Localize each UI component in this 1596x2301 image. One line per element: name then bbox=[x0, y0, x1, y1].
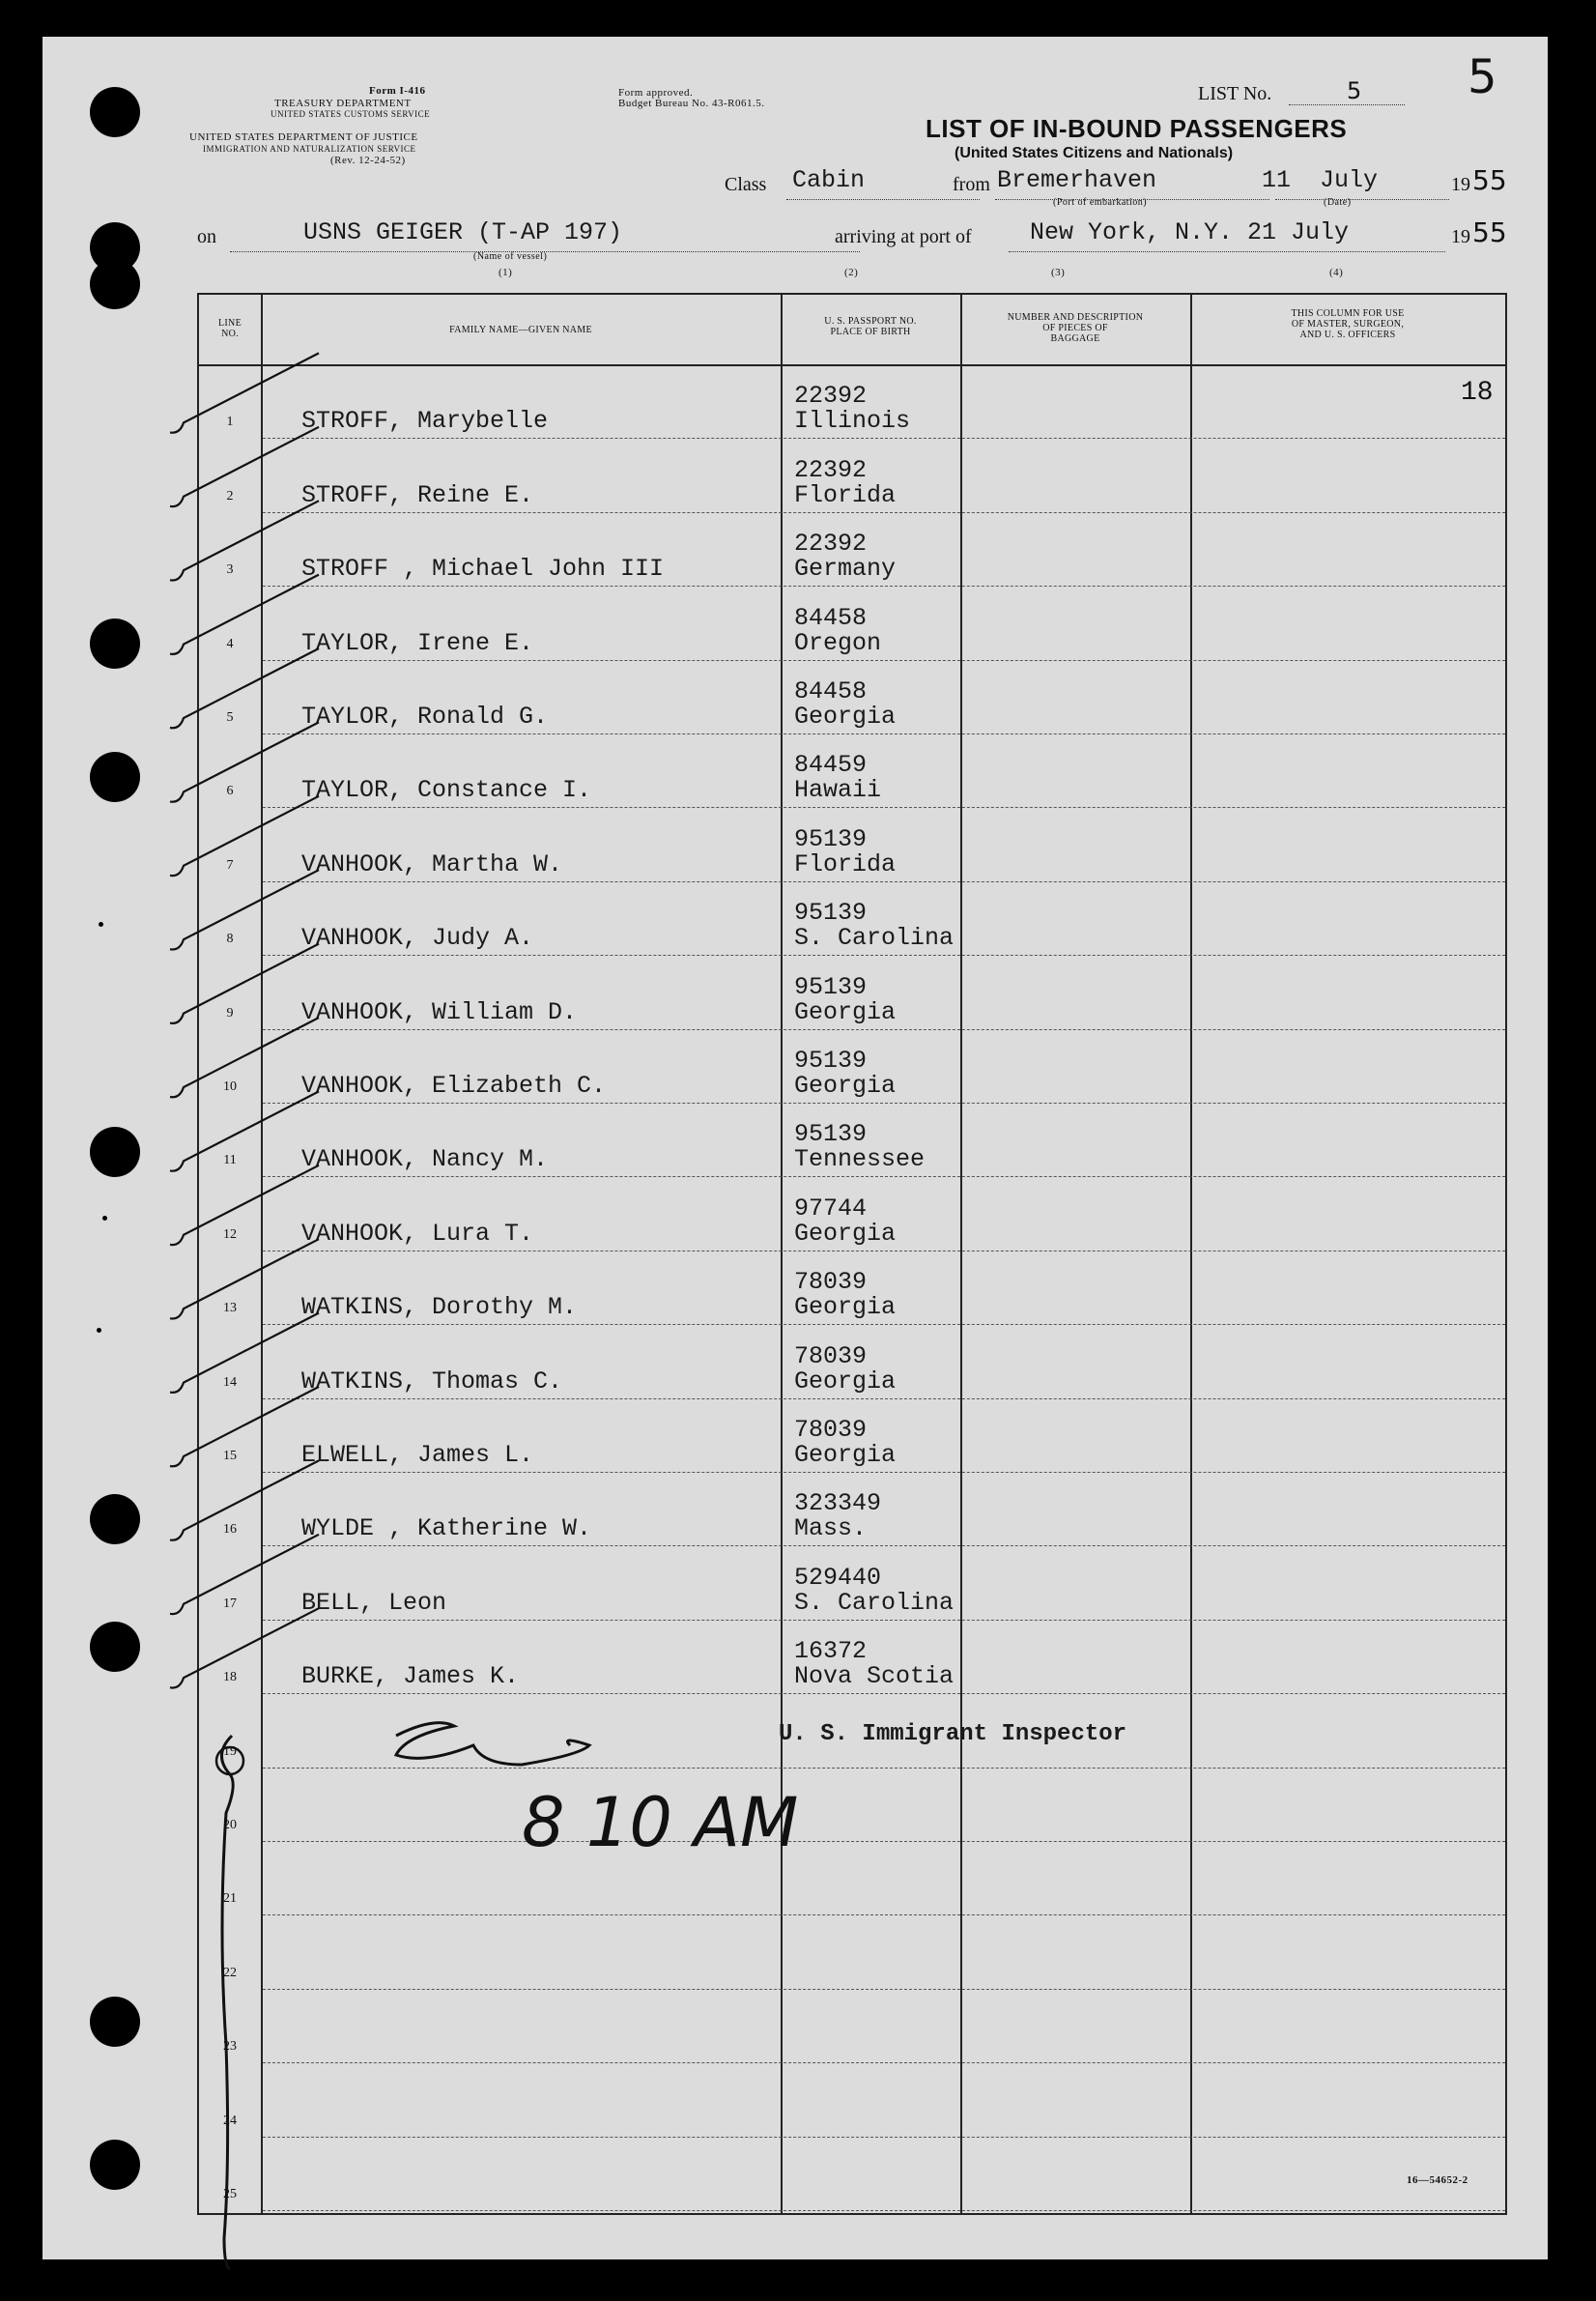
line-number: 25 bbox=[223, 2187, 237, 2201]
passport-number: 529440 bbox=[794, 1563, 882, 1592]
col1-index: (1) bbox=[499, 267, 513, 278]
arrival-port-date: New York, N.Y. 21 July bbox=[1030, 218, 1350, 246]
check-mark bbox=[170, 1387, 319, 1466]
passport-number: 95139 bbox=[794, 1047, 868, 1075]
place-of-birth: S. Carolina bbox=[794, 924, 955, 953]
check-mark bbox=[170, 1313, 319, 1393]
depart-year: 55 bbox=[1472, 164, 1507, 196]
passenger-count: 18 bbox=[1461, 378, 1494, 408]
line-number: 22 bbox=[223, 1965, 237, 1980]
check-mark bbox=[170, 1018, 319, 1097]
place-of-birth: Nova Scotia bbox=[794, 1662, 955, 1691]
place-of-birth: Germany bbox=[794, 555, 897, 584]
check-mark bbox=[170, 353, 319, 432]
passport-number: 323349 bbox=[794, 1489, 882, 1518]
col2-index: (2) bbox=[844, 267, 859, 278]
line-number: 14 bbox=[223, 1374, 237, 1390]
year-prefix: 19 bbox=[1451, 174, 1470, 195]
passport-number: 97744 bbox=[794, 1194, 868, 1222]
customs-service: UNITED STATES CUSTOMS SERVICE bbox=[271, 109, 431, 119]
list-label: LIST No. bbox=[1198, 83, 1272, 104]
passenger-name: VANHOOK, Lura T. bbox=[301, 1219, 534, 1248]
passport-number: 16372 bbox=[794, 1637, 868, 1666]
vessel-name: USNS GEIGER (T-AP 197) bbox=[303, 218, 623, 246]
line-number: 18 bbox=[223, 1670, 237, 1685]
check-mark bbox=[170, 1608, 319, 1687]
passport-number: 84458 bbox=[794, 677, 868, 705]
passenger-name: VANHOOK, Elizabeth C. bbox=[301, 1072, 607, 1100]
port-caption: (Port of embarkation) bbox=[1053, 197, 1148, 208]
check-mark bbox=[170, 796, 319, 876]
line-number: 23 bbox=[223, 2039, 237, 2055]
place-of-birth: Georgia bbox=[794, 1219, 897, 1248]
class-value: Cabin bbox=[792, 166, 866, 194]
line-number: 7 bbox=[226, 857, 234, 873]
check-mark bbox=[170, 1239, 319, 1318]
passenger-name: BURKE, James K. bbox=[301, 1662, 520, 1691]
signature-scribble bbox=[396, 1723, 589, 1765]
passport-number: 22392 bbox=[794, 382, 868, 411]
depart-month: July bbox=[1320, 166, 1379, 194]
passport-number: 95139 bbox=[794, 972, 868, 1001]
inspector-title: U. S. Immigrant Inspector bbox=[779, 1721, 1127, 1747]
passenger-name: WATKINS, Dorothy M. bbox=[301, 1293, 578, 1322]
passenger-name: WYLDE , Katherine W. bbox=[301, 1514, 592, 1543]
footer-code: 16—54652-2 bbox=[1407, 2174, 1468, 2186]
passenger-name: ELWELL, James L. bbox=[301, 1441, 534, 1469]
passport-number: 95139 bbox=[794, 1120, 868, 1149]
line-number: 5 bbox=[226, 710, 234, 725]
handwritten-time: 8 10 AM bbox=[522, 1783, 799, 1862]
check-mark bbox=[170, 1165, 319, 1245]
check-mark bbox=[170, 575, 319, 654]
list-number: 5 bbox=[1347, 77, 1362, 104]
arrival-year-prefix: 19 bbox=[1451, 226, 1470, 247]
passenger-name: VANHOOK, Judy A. bbox=[301, 924, 534, 953]
place-of-birth: Georgia bbox=[794, 1366, 897, 1395]
passenger-name: TAYLOR, Constance I. bbox=[301, 776, 592, 805]
line-number: 2 bbox=[226, 488, 234, 503]
page-subtitle: (United States Citizens and Nationals) bbox=[955, 145, 1234, 161]
line-number: 10 bbox=[223, 1079, 237, 1094]
passenger-name: TAYLOR, Ronald G. bbox=[301, 703, 549, 731]
passenger-name: VANHOOK, Martha W. bbox=[301, 849, 563, 878]
treasury-dept: TREASURY DEPARTMENT bbox=[274, 98, 412, 109]
place-of-birth: Georgia bbox=[794, 1293, 897, 1322]
line-number: 8 bbox=[226, 932, 234, 947]
passport-number: 78039 bbox=[794, 1341, 868, 1370]
passport-number: 22392 bbox=[794, 455, 868, 484]
line-number: 12 bbox=[223, 1226, 237, 1242]
header-officers: THIS COLUMN FOR USE OF MASTER, SURGEON, AND U. S. OFFICERS bbox=[1291, 308, 1405, 340]
line-number: 24 bbox=[223, 2113, 237, 2128]
check-mark bbox=[170, 427, 319, 506]
line-number: 15 bbox=[223, 1449, 237, 1463]
place-of-birth: Oregon bbox=[794, 628, 882, 657]
passenger-name: STROFF , Michael John III bbox=[301, 555, 665, 584]
passport-number: 78039 bbox=[794, 1268, 868, 1297]
passport-number: 22392 bbox=[794, 530, 868, 559]
line-number: 19 bbox=[223, 1743, 237, 1759]
header-baggage: NUMBER AND DESCRIPTION OF PIECES OF BAGGAGE bbox=[1007, 312, 1144, 344]
line-number: 13 bbox=[223, 1301, 237, 1316]
line-number: 4 bbox=[226, 636, 234, 651]
check-mark bbox=[170, 501, 319, 580]
passenger-name: VANHOOK, William D. bbox=[301, 997, 578, 1026]
justice-dept: UNITED STATES DEPARTMENT OF JUSTICE bbox=[189, 131, 418, 143]
place-of-birth: Georgia bbox=[794, 1072, 897, 1100]
place-of-birth: Georgia bbox=[794, 703, 897, 731]
from-label: from bbox=[953, 174, 990, 195]
line-number: 21 bbox=[223, 1891, 237, 1907]
passport-number: 95139 bbox=[794, 824, 868, 853]
class-label: Class bbox=[725, 174, 767, 195]
line-bracket bbox=[221, 1736, 233, 2269]
arrival-year: 55 bbox=[1472, 216, 1507, 248]
line-number: 6 bbox=[226, 784, 234, 799]
check-mark bbox=[170, 1460, 319, 1539]
place-of-birth: Hawaii bbox=[794, 776, 882, 805]
line-number: 1 bbox=[226, 415, 234, 430]
place-of-birth: Florida bbox=[794, 849, 897, 878]
passport-number: 95139 bbox=[794, 899, 868, 928]
header-name: FAMILY NAME—GIVEN NAME bbox=[449, 325, 592, 335]
page-title: LIST OF IN-BOUND PASSENGERS bbox=[926, 114, 1348, 143]
passenger-name: STROFF, Reine E. bbox=[301, 480, 534, 509]
check-mark bbox=[170, 1091, 319, 1170]
check-mark bbox=[170, 1535, 319, 1614]
vessel-caption: (Name of vessel) bbox=[473, 251, 548, 262]
check-mark bbox=[170, 722, 319, 801]
passenger-name: VANHOOK, Nancy M. bbox=[301, 1145, 549, 1174]
line-number: 20 bbox=[223, 1818, 237, 1832]
passenger-name: TAYLOR, Irene E. bbox=[301, 628, 534, 657]
form-number: Form I-416 bbox=[369, 85, 426, 97]
line-number: 17 bbox=[223, 1596, 237, 1611]
revision: (Rev. 12-24-52) bbox=[330, 155, 406, 166]
place-of-birth: Tennessee bbox=[794, 1145, 926, 1174]
check-mark bbox=[170, 870, 319, 949]
depart-day: 11 bbox=[1262, 166, 1292, 194]
header-passport: U. S. PASSPORT NO. PLACE OF BIRTH bbox=[824, 316, 917, 337]
passenger-name: WATKINS, Thomas C. bbox=[301, 1366, 563, 1395]
budget-bureau: Budget Bureau No. 43-R061.5. bbox=[618, 98, 765, 109]
date-caption: (Date) bbox=[1324, 197, 1352, 208]
passport-number: 78039 bbox=[794, 1416, 868, 1444]
corner-number: 5 bbox=[1468, 50, 1497, 104]
line-number: 11 bbox=[223, 1153, 237, 1168]
line-number: 16 bbox=[223, 1522, 237, 1538]
place-of-birth: S. Carolina bbox=[794, 1588, 955, 1617]
place-of-birth: Florida bbox=[794, 480, 897, 509]
check-mark bbox=[170, 648, 319, 728]
header-line-no: LINE NO. bbox=[218, 318, 242, 339]
place-of-birth: Illinois bbox=[794, 407, 911, 436]
place-of-birth: Georgia bbox=[794, 997, 897, 1026]
passport-number: 84458 bbox=[794, 603, 868, 632]
line-number: 9 bbox=[226, 1005, 234, 1021]
line-number: 3 bbox=[226, 562, 234, 578]
place-of-birth: Mass. bbox=[794, 1514, 868, 1543]
form-approved: Form approved. bbox=[618, 87, 694, 99]
embark-port: Bremerhaven bbox=[997, 166, 1157, 194]
ins-service: IMMIGRATION AND NATURALIZATION SERVICE bbox=[203, 144, 416, 154]
check-mark bbox=[170, 944, 319, 1023]
col4-index: (4) bbox=[1329, 267, 1344, 278]
place-of-birth: Georgia bbox=[794, 1441, 897, 1469]
passenger-name: BELL, Leon bbox=[301, 1588, 447, 1617]
col3-index: (3) bbox=[1051, 267, 1066, 278]
on-label: on bbox=[197, 226, 216, 247]
passenger-name: STROFF, Marybelle bbox=[301, 407, 549, 436]
passport-number: 84459 bbox=[794, 751, 868, 780]
arriving-label: arriving at port of bbox=[835, 226, 972, 247]
